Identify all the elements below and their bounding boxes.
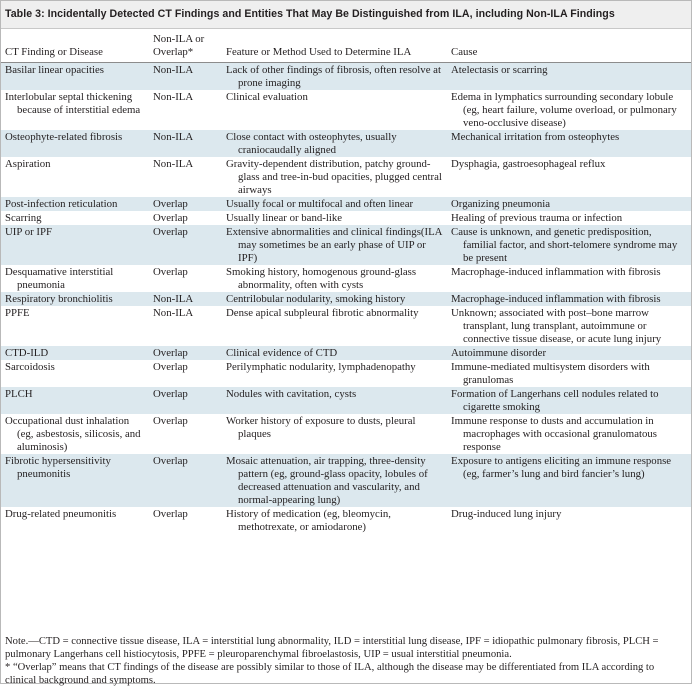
row-feature-text: Nodules with cavitation, cysts	[226, 388, 357, 400]
row-feature	[222, 63, 447, 91]
row-finding-text: Drug-related pneumonitis	[5, 508, 117, 520]
row-finding	[1, 387, 149, 414]
row-category-text: Overlap	[153, 455, 188, 467]
row-cause	[447, 454, 691, 507]
table-row	[1, 306, 691, 346]
row-category-text: Non-ILA	[153, 158, 194, 170]
header-finding: CT Finding or Disease	[1, 29, 149, 63]
table-row	[1, 360, 691, 387]
row-feature	[222, 414, 447, 454]
row-category-text: Non-ILA	[153, 307, 194, 319]
row-feature	[222, 292, 447, 306]
row-category-text: Non-ILA	[153, 91, 194, 103]
row-category	[149, 225, 222, 265]
row-feature	[222, 211, 447, 225]
row-cause-text: Immune response to dusts and accumulation in macrophages with occasional granulomatous response	[451, 415, 657, 453]
row-cause-text: Cause is unknown, and genetic predisposition, familial factor, and short-telomere syndrome may be present	[451, 226, 678, 264]
row-cause-text: Macrophage-induced inflammation with fibrosis	[451, 266, 661, 278]
row-category-text: Non-ILA	[153, 293, 194, 305]
row-feature-text: Usually focal or multifocal and often linear	[226, 198, 414, 210]
table-row	[1, 157, 691, 197]
row-cause-text: Macrophage-induced inflammation with fibrosis	[451, 293, 661, 305]
row-category-text: Overlap	[153, 212, 188, 224]
row-cause	[447, 130, 691, 157]
row-finding-text: Basilar linear opacities	[5, 64, 104, 76]
row-feature-text: Lack of other findings of fibrosis, often resolve at prone imaging	[226, 64, 441, 89]
row-cause	[447, 387, 691, 414]
row-category-text: Overlap	[153, 415, 188, 427]
table-row	[1, 225, 691, 265]
row-cause	[447, 265, 691, 292]
row-feature-text: Centrilobular nodularity, smoking history	[226, 293, 406, 305]
row-feature	[222, 306, 447, 346]
row-feature-text: Smoking history, homogenous ground-glass abnormality, often with cysts	[226, 266, 417, 291]
row-finding	[1, 197, 149, 211]
row-feature-text: Gravity-dependent distribution, patchy ground-glass and tree-in-bud opacities, plugged central airways	[226, 158, 442, 196]
table-row	[1, 387, 691, 414]
row-finding-text: PLCH	[5, 388, 33, 400]
row-finding	[1, 346, 149, 360]
row-finding	[1, 292, 149, 306]
row-finding-text: Respiratory bronchiolitis	[5, 293, 113, 305]
row-cause	[447, 414, 691, 454]
table-header-row	[1, 29, 691, 63]
row-feature	[222, 265, 447, 292]
row-feature	[222, 387, 447, 414]
abbreviation-note: Note.—CTD = connective tissue disease, ILA = interstitial lung abnormality, ILD = interstitial lung disease, IPF = idiopathic pulmonary fibrosis, PLCH = pulmonary Langerhans cell histiocytosis, PPFE = pleuroparenchymal fibroelastosis, UIP = usual interstitial pneumonia.	[5, 636, 659, 660]
row-category	[149, 454, 222, 507]
row-feature	[222, 90, 447, 130]
row-cause-text: Drug-induced lung injury	[451, 508, 562, 520]
table-row	[1, 90, 691, 130]
row-category-text: Non-ILA	[153, 64, 194, 76]
row-finding	[1, 360, 149, 387]
row-feature	[222, 360, 447, 387]
row-category-text: Non-ILA	[153, 131, 194, 143]
row-finding-text: CTD-ILD	[5, 347, 49, 359]
row-cause-text: Atelectasis or scarring	[451, 64, 548, 76]
row-finding	[1, 507, 149, 534]
row-finding-text: Desquamative interstitial pneumonia	[5, 266, 114, 291]
row-feature	[222, 507, 447, 534]
row-finding	[1, 306, 149, 346]
row-category-text: Overlap	[153, 347, 188, 359]
row-finding-text: UIP or IPF	[5, 226, 52, 238]
row-finding	[1, 454, 149, 507]
row-category	[149, 360, 222, 387]
row-feature-text: Clinical evidence of CTD	[226, 347, 338, 359]
row-feature-text: Usually linear or band-like	[226, 212, 343, 224]
header-category: Non-ILA or Overlap*	[149, 29, 222, 63]
row-category-text: Overlap	[153, 266, 188, 278]
row-finding	[1, 157, 149, 197]
row-feature	[222, 157, 447, 197]
row-feature	[222, 197, 447, 211]
row-finding-text: Occupational dust inhalation (eg, asbestosis, silicosis, and aluminosis)	[5, 415, 141, 453]
header-feature: Feature or Method Used to Determine ILA	[222, 29, 447, 63]
row-finding-text: Aspiration	[5, 158, 51, 170]
row-finding-text: Interlobular septal thickening because of interstitial edema	[5, 91, 141, 116]
row-category	[149, 63, 222, 91]
row-feature	[222, 346, 447, 360]
row-cause-text: Autoimmune disorder	[451, 347, 547, 359]
table-row	[1, 346, 691, 360]
row-cause	[447, 225, 691, 265]
table-row	[1, 454, 691, 507]
table-row	[1, 63, 691, 91]
row-cause	[447, 507, 691, 534]
row-category	[149, 211, 222, 225]
row-cause	[447, 360, 691, 387]
row-finding-text: Scarring	[5, 212, 42, 224]
row-category-text: Overlap	[153, 198, 188, 210]
table-title: Table 3: Incidentally Detected CT Findings and Entities That May Be Distinguished from ILA, including Non-ILA Findings	[5, 8, 615, 20]
row-finding	[1, 90, 149, 130]
row-feature-text: Dense apical subpleural fibrotic abnormality	[226, 307, 419, 319]
row-cause	[447, 211, 691, 225]
row-feature-text: Close contact with osteophytes, usually craniocaudally aligned	[226, 131, 397, 156]
table-row	[1, 130, 691, 157]
row-cause	[447, 90, 691, 130]
row-feature	[222, 130, 447, 157]
row-cause-text: Immune-mediated multisystem disorders with granulomas	[451, 361, 650, 386]
row-finding	[1, 414, 149, 454]
row-category	[149, 507, 222, 534]
row-finding-text: Post-infection reticulation	[5, 198, 118, 210]
row-category	[149, 90, 222, 130]
table-notes	[5, 635, 685, 687]
row-category-text: Overlap	[153, 508, 188, 520]
row-category	[149, 157, 222, 197]
row-cause-text: Unknown; associated with post–bone marrow transplant, lung transplant, autoimmune or connective tissue disease, or acute lung injury	[451, 307, 662, 345]
row-finding-text: PPFE	[5, 307, 30, 319]
row-cause-text: Organizing pneumonia	[451, 198, 551, 210]
row-finding	[1, 265, 149, 292]
row-feature-text: Worker history of exposure to dusts, pleural plaques	[226, 415, 416, 440]
row-finding-text: Osteophyte-related fibrosis	[5, 131, 123, 143]
row-feature-text: Mosaic attenuation, air trapping, three-density pattern (eg, ground-glass opacity, lobules of decreased attenuation and vascularity, and normal-appearing lung)	[226, 455, 428, 506]
table-row	[1, 507, 691, 534]
row-cause	[447, 197, 691, 211]
table-row	[1, 292, 691, 306]
row-cause	[447, 157, 691, 197]
row-category-text: Overlap	[153, 361, 188, 373]
findings-table	[1, 29, 691, 534]
row-finding	[1, 63, 149, 91]
row-cause	[447, 292, 691, 306]
row-cause-text: Edema in lymphatics surrounding secondary lobule (eg, heart failure, volume overload, or pulmonary veno-occlusive disease)	[451, 91, 677, 129]
row-category	[149, 292, 222, 306]
row-cause-text: Exposure to antigens eliciting an immune response (eg, farmer’s lung and bird fancier’s lung)	[451, 455, 672, 480]
row-cause	[447, 63, 691, 91]
table-row	[1, 197, 691, 211]
row-finding	[1, 211, 149, 225]
row-category	[149, 265, 222, 292]
row-category-text: Overlap	[153, 388, 188, 400]
row-category	[149, 387, 222, 414]
header-cause: Cause	[447, 29, 691, 63]
table-row	[1, 211, 691, 225]
row-cause-text: Mechanical irritation from osteophytes	[451, 131, 620, 143]
row-feature	[222, 225, 447, 265]
row-category	[149, 306, 222, 346]
row-cause-text: Dysphagia, gastroesophageal reflux	[451, 158, 606, 170]
row-feature-text: History of medication (eg, bleomycin, methotrexate, or amiodarone)	[226, 508, 391, 533]
table-row	[1, 265, 691, 292]
row-cause-text: Healing of previous trauma or infection	[451, 212, 623, 224]
row-feature-text: Perilymphatic nodularity, lymphadenopathy	[226, 361, 416, 373]
row-finding-text: Sarcoidosis	[5, 361, 55, 373]
row-cause-text: Formation of Langerhans cell nodules related to cigarette smoking	[451, 388, 659, 413]
row-finding	[1, 225, 149, 265]
row-finding-text: Fibrotic hypersensitivity pneumonitis	[5, 455, 111, 480]
overlap-footnote: * “Overlap” means that CT findings of the disease are possibly similar to those of ILA, although the disease may be differentiated from ILA according to clinical background and symptoms.	[5, 662, 655, 686]
row-category	[149, 414, 222, 454]
row-feature-text: Clinical evaluation	[226, 91, 308, 103]
row-cause	[447, 346, 691, 360]
table-row	[1, 414, 691, 454]
row-feature	[222, 454, 447, 507]
row-category-text: Overlap	[153, 226, 188, 238]
row-finding	[1, 130, 149, 157]
row-cause	[447, 306, 691, 346]
row-feature-text: Extensive abnormalities and clinical findings(ILA may sometimes be an early phase of UIP or IPF)	[226, 226, 442, 264]
table-title-bar	[1, 1, 691, 29]
row-category	[149, 130, 222, 157]
row-category	[149, 346, 222, 360]
row-category	[149, 197, 222, 211]
